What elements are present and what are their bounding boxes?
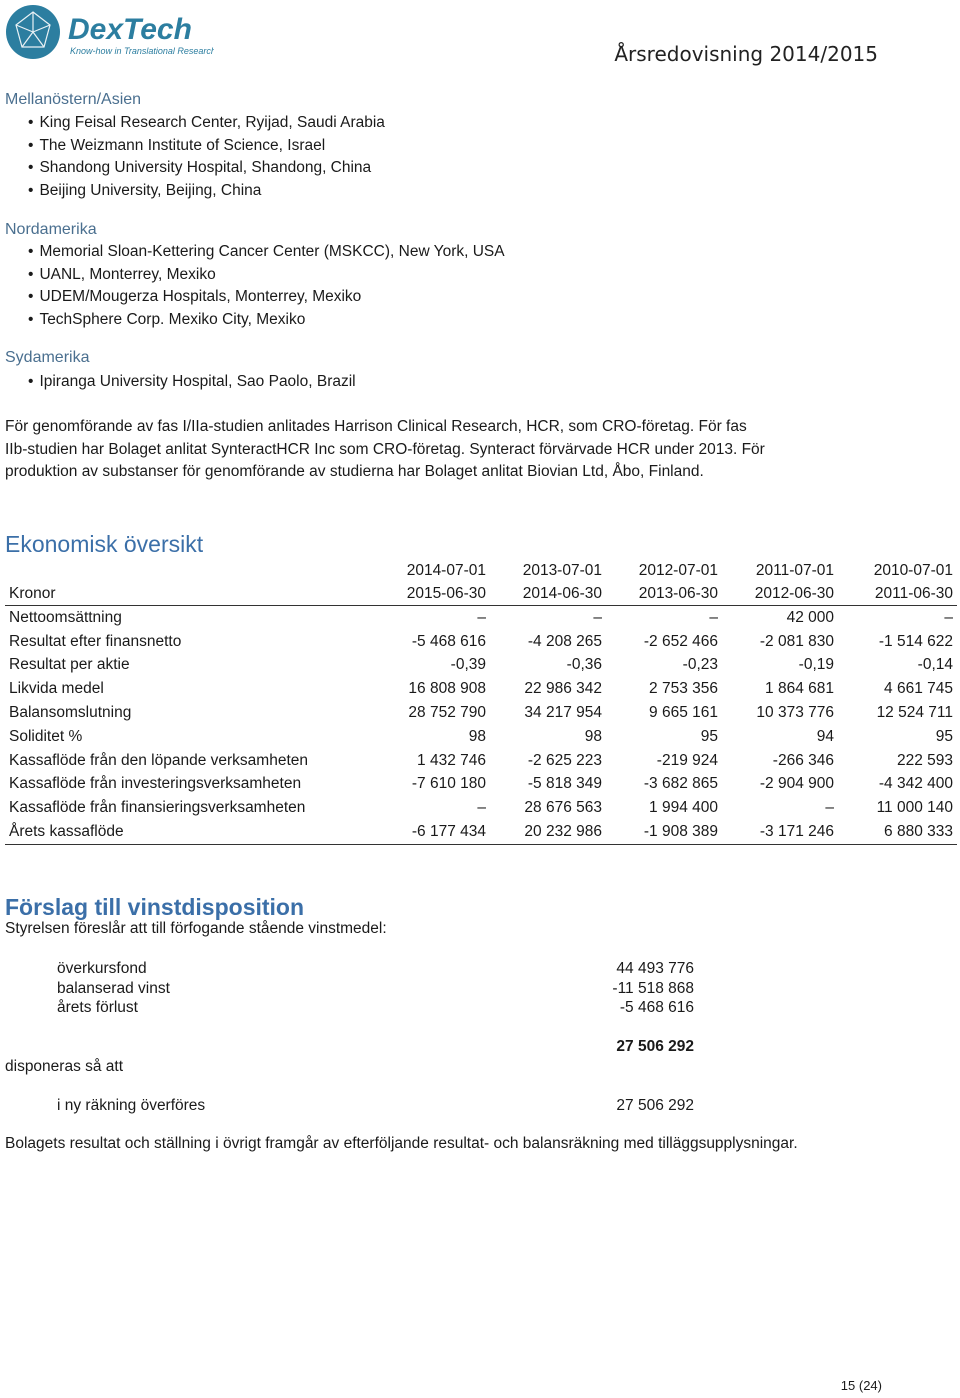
period-start: 2012-07-01 (638, 561, 718, 579)
table-cell: -3 171 246 (722, 820, 838, 844)
table-cell: -0,36 (566, 656, 602, 674)
disposition-item-label: årets förlust (57, 999, 138, 1016)
disposed-label: disponeras så att (5, 1058, 124, 1075)
table-cell: 34 217 954 (524, 704, 602, 722)
table-cell: 42 000 (786, 608, 834, 626)
table-row (5, 773, 957, 797)
row-label: Resultat efter finansnetto (9, 632, 182, 650)
svg-text:DexTech: DexTech (68, 13, 192, 46)
table-header-row (5, 582, 957, 606)
table-cell: -2 652 466 (643, 632, 718, 650)
table-cell: 16 808 908 (408, 680, 486, 698)
table-cell: -1 908 389 (606, 820, 722, 844)
row-label: Soliditet % (9, 727, 83, 745)
table-cell: 95 (700, 727, 718, 745)
table-cell: -219 924 (656, 751, 718, 769)
row-label: Nettoomsättning (9, 608, 122, 626)
table-cell: -0,23 (682, 656, 718, 674)
disposition-item-value: -11 518 868 (612, 980, 694, 997)
row-label: Likvida medel (9, 680, 104, 698)
table-cell: 28 676 563 (524, 799, 602, 817)
economic-table (5, 559, 957, 845)
region-heading: Nordamerika (5, 221, 97, 238)
period-start: 2010-07-01 (873, 561, 953, 579)
dextech-logo-icon (4, 3, 214, 61)
table-cell: 1 994 400 (649, 799, 718, 817)
row-label: Resultat per aktie (9, 656, 130, 674)
list-item: • Ipiranga University Hospital, Sao Paolo, Brazil (28, 371, 356, 394)
transfer-value: 27 506 292 (616, 1097, 694, 1114)
table-cell: -4 208 265 (527, 632, 602, 650)
table-row (5, 820, 957, 844)
row-label: Kassaflöde från investeringsverksamheten (9, 775, 302, 793)
row-label: Kassaflöde från den löpande verksamheten (9, 751, 309, 769)
period-end: 2013-06-30 (606, 582, 722, 606)
region-list-middle-east-asia (28, 112, 385, 203)
table-cell: -266 346 (772, 751, 834, 769)
table-cell: 95 (935, 727, 953, 745)
table-row (5, 654, 957, 678)
list-item: • Beijing University, Beijing, China (28, 180, 385, 203)
table-cell: -2 625 223 (527, 751, 602, 769)
disposition-item-label: överkursfond (57, 960, 147, 977)
list-item: • The Weizmann Institute of Science, Israel (28, 135, 385, 158)
table-cell: 98 (584, 727, 602, 745)
list-item: • Shandong University Hospital, Shandong, China (28, 157, 385, 180)
table-cell: -5 468 616 (411, 632, 486, 650)
list-item: • King Feisal Research Center, Ryijad, Saudi Arabia (28, 112, 385, 135)
list-item: • UANL, Monterrey, Mexiko (28, 264, 505, 287)
region-list-south-america (28, 371, 356, 394)
table-row (5, 630, 957, 654)
report-title: Årsredovisning 2014/2015 (614, 42, 878, 66)
table-cell: 28 752 790 (408, 704, 486, 722)
table-cell: -0,14 (917, 656, 953, 674)
section-heading-disposition: Förslag till vinstdisposition (5, 894, 305, 920)
table-cell: -5 818 349 (527, 775, 602, 793)
period-start: 2014-07-01 (406, 561, 486, 579)
table-row (5, 677, 957, 701)
period-start: 2011-07-01 (755, 561, 834, 579)
table-cell: -0,19 (798, 656, 834, 674)
table-cell: – (477, 608, 486, 626)
closing-statement: Bolagets resultat och ställning i övrigt framgår av efterföljande resultat- och balansräkning med tilläggsupplysningar. (5, 1135, 798, 1152)
region-heading: Sydamerika (5, 349, 90, 366)
region-heading: Mellanöstern/Asien (5, 91, 142, 108)
paragraph-line: IIb-studien har Bolaget anlitat SynteractHCR Inc som CRO-företag. Synteract förvärvade HCR under 2013. För (5, 440, 765, 458)
period-start: 2013-07-01 (522, 561, 602, 579)
table-cell: 2 753 356 (649, 680, 718, 698)
table-cell: – (593, 608, 602, 626)
table-row (5, 606, 957, 630)
table-cell: 6 880 333 (838, 820, 957, 844)
list-item: • Memorial Sloan-Kettering Cancer Center (MSKCC), New York, USA (28, 241, 505, 264)
table-cell: 1 432 746 (417, 751, 486, 769)
unit-label: Kronor (5, 582, 390, 606)
table-cell: 20 232 986 (490, 820, 606, 844)
disposition-intro: Styrelsen föreslår att till förfogande stående vinstmedel: (5, 920, 387, 937)
table-cell: -0,39 (450, 656, 486, 674)
table-cell: – (709, 608, 718, 626)
paragraph-line: För genomförande av fas I/IIa-studien anlitades Harrison Clinical Research, HCR, som CRO-företag. För fas (5, 418, 747, 435)
disposition-total: 27 506 292 (616, 1038, 694, 1055)
page-number: 15 (24) (840, 1378, 882, 1393)
table-cell: 94 (816, 727, 834, 745)
dextech-logo (4, 3, 214, 61)
disposition-item-value: -5 468 616 (619, 999, 694, 1016)
list-item: • UDEM/Mougerza Hospitals, Monterrey, Mexiko (28, 286, 505, 309)
disposition-item-label: balanserad vinst (57, 980, 170, 997)
table-cell: -1 514 622 (878, 632, 953, 650)
table-cell: -4 342 400 (878, 775, 953, 793)
section-heading-economic: Ekonomisk översikt (5, 531, 204, 557)
period-end: 2012-06-30 (722, 582, 838, 606)
table-cell: 4 661 745 (884, 680, 953, 698)
svg-text:Know-how in Translational Rese: Know-how in Translational Research (70, 46, 214, 56)
table-cell: -6 177 434 (390, 820, 490, 844)
table-cell: – (825, 799, 834, 817)
list-item: • TechSphere Corp. Mexiko City, Mexiko (28, 309, 505, 332)
disposition-item-value: 44 493 776 (616, 960, 694, 977)
table-cell: -3 682 865 (643, 775, 718, 793)
period-end: 2015-06-30 (390, 582, 490, 606)
table-cell: -7 610 180 (411, 775, 486, 793)
table-cell: 22 986 342 (524, 680, 602, 698)
row-label: Balansomslutning (9, 704, 132, 722)
table-cell: – (477, 799, 486, 817)
period-end: 2011-06-30 (838, 582, 957, 606)
table-cell: – (944, 608, 953, 626)
economic-table-body (5, 606, 957, 845)
row-label: Kassaflöde från finansieringsverksamheten (9, 799, 306, 817)
table-row (5, 796, 957, 820)
row-label: Årets kassaflöde (5, 820, 390, 844)
cro-paragraph (5, 416, 855, 484)
table-cell: -2 904 900 (759, 775, 834, 793)
table-cell: 9 665 161 (649, 704, 718, 722)
period-end: 2014-06-30 (490, 582, 606, 606)
table-row (5, 725, 957, 749)
table-header-row (5, 559, 957, 582)
table-row (5, 749, 957, 773)
table-cell: 10 373 776 (756, 704, 834, 722)
table-cell: 11 000 140 (876, 799, 953, 817)
table-cell: 98 (468, 727, 486, 745)
transfer-label: i ny räkning överföres (57, 1097, 206, 1114)
region-list-north-america (28, 241, 505, 332)
table-cell: 1 864 681 (765, 680, 834, 698)
table-row (5, 701, 957, 725)
table-cell: 222 593 (896, 751, 953, 769)
paragraph-line: produktion av substanser för genomförande av studierna har Bolaget anlitat Biovian Ltd, Åbo, Finland. (5, 463, 704, 480)
table-cell: 12 524 711 (876, 704, 953, 722)
table-cell: -2 081 830 (759, 632, 834, 650)
